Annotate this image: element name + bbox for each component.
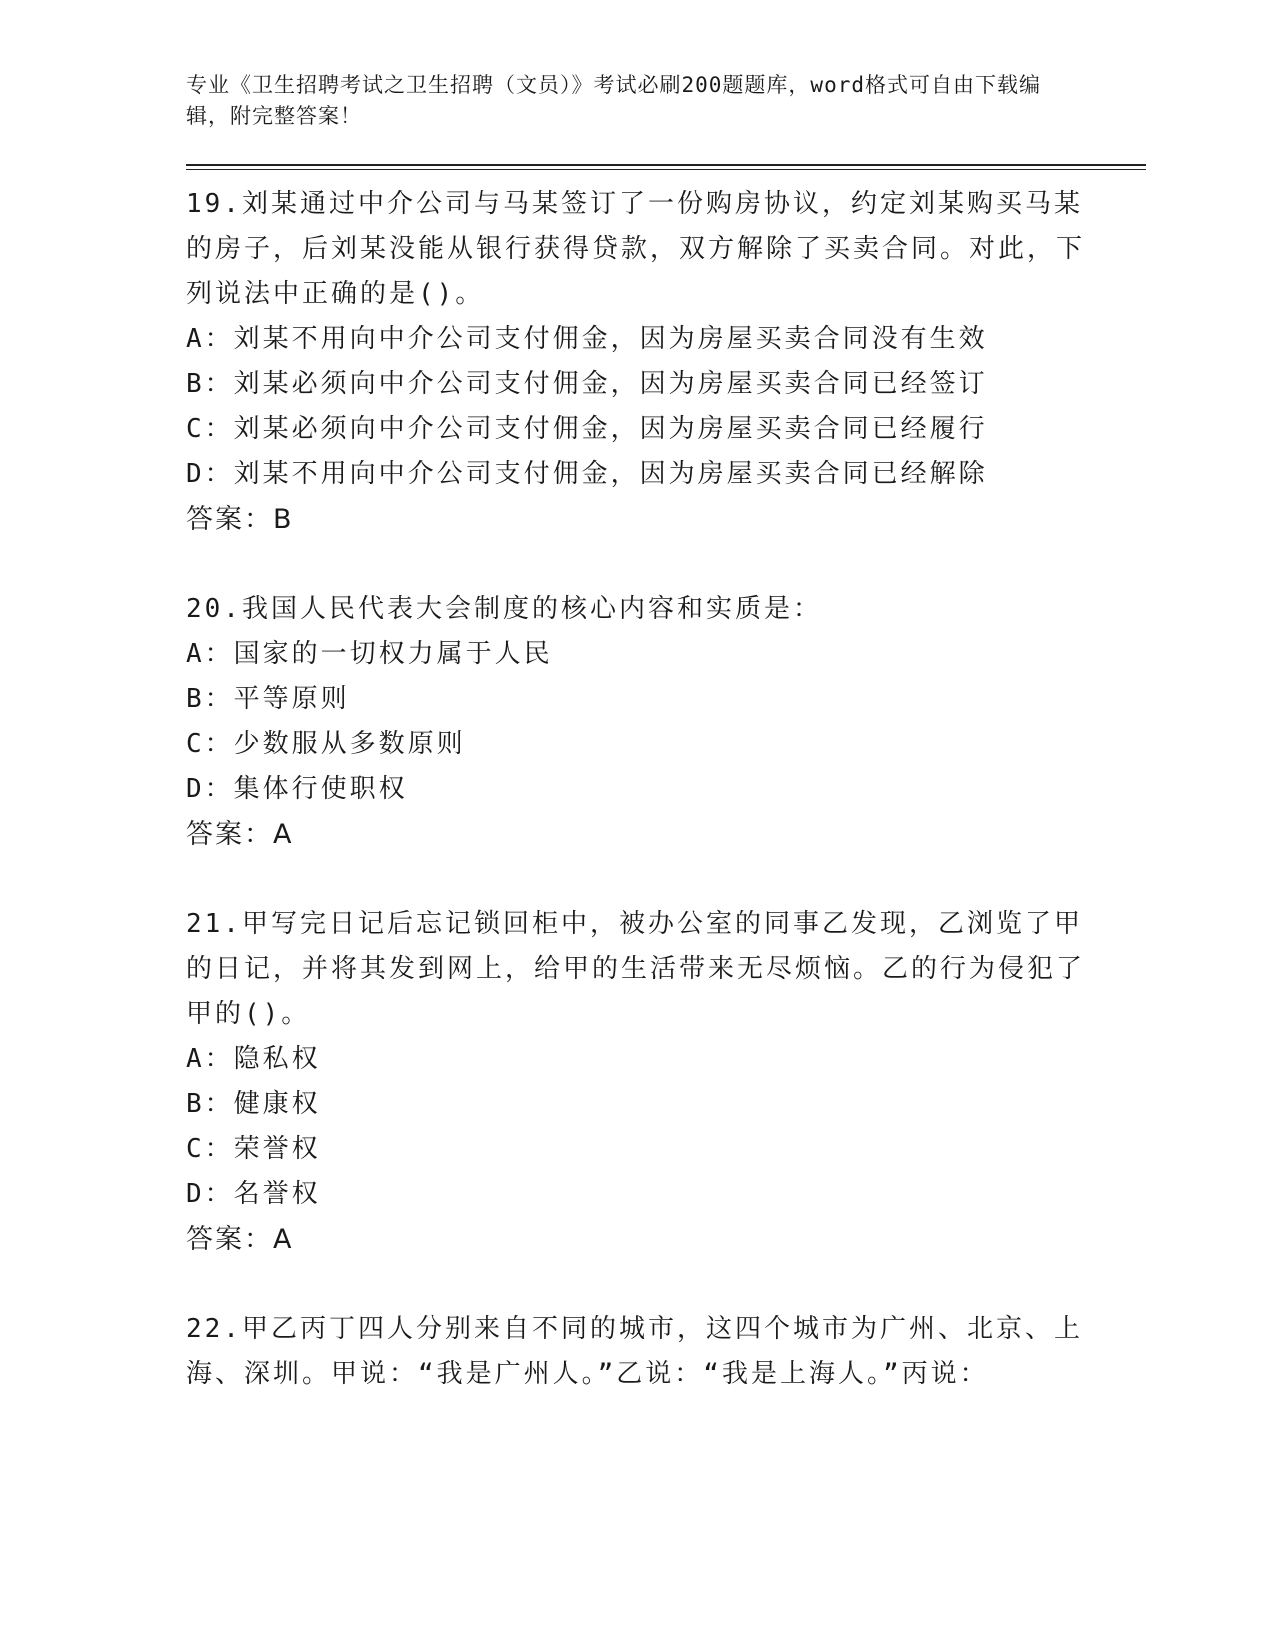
answer-line: 答案：B xyxy=(186,504,294,535)
document-header: 专业《卫生招聘考试之卫生招聘（文员）》考试必刷200题题库，word格式可自由下载编辑，附完整答案！ xyxy=(186,73,1041,128)
option-d: D：名誉权 xyxy=(186,1179,321,1209)
option-d: D：集体行使职权 xyxy=(186,774,408,804)
option-d: D：刘某不用向中介公司支付佣金，因为房屋买卖合同已经解除 xyxy=(186,459,988,489)
question-21 xyxy=(186,902,1146,1262)
document-page xyxy=(186,70,1146,1442)
question-stem: 20.我国人民代表大会制度的核心内容和实质是： xyxy=(186,594,822,624)
option-c: C：刘某必须向中介公司支付佣金，因为房屋买卖合同已经履行 xyxy=(186,414,988,444)
question-22 xyxy=(186,1307,1146,1397)
option-a: A：隐私权 xyxy=(186,1044,321,1074)
option-b: B：平等原则 xyxy=(186,684,350,714)
header-divider-thick xyxy=(186,164,1146,166)
option-a: A：刘某不用向中介公司支付佣金，因为房屋买卖合同没有生效 xyxy=(186,324,988,354)
header-divider-thin xyxy=(186,169,1146,170)
answer-line: 答案：A xyxy=(186,1224,294,1255)
question-stem: 19.刘某通过中介公司与马某签订了一份购房协议，约定刘某购买马某的房子，后刘某没能从银行获得贷款，双方解除了买卖合同。对此，下列说法中正确的是()。 xyxy=(186,189,1086,309)
option-a: A：国家的一切权力属于人民 xyxy=(186,639,553,669)
question-stem: 21.甲写完日记后忘记锁回柜中，被办公室的同事乙发现，乙浏览了甲的日记，并将其发到网上，给甲的生活带来无尽烦恼。乙的行为侵犯了甲的()。 xyxy=(186,909,1086,1029)
question-20 xyxy=(186,587,1146,857)
question-list xyxy=(186,182,1146,1397)
answer-line: 答案：A xyxy=(186,819,294,850)
question-stem: 22.甲乙丙丁四人分别来自不同的城市，这四个城市为广州、北京、上海、深圳。甲说：“我是广州人。”乙说：“我是上海人。”丙说： xyxy=(186,1314,1083,1389)
question-19 xyxy=(186,182,1146,542)
option-b: B：健康权 xyxy=(186,1089,321,1119)
option-b: B：刘某必须向中介公司支付佣金，因为房屋买卖合同已经签订 xyxy=(186,369,988,399)
option-c: C：荣誉权 xyxy=(186,1134,321,1164)
option-c: C：少数服从多数原则 xyxy=(186,729,466,759)
